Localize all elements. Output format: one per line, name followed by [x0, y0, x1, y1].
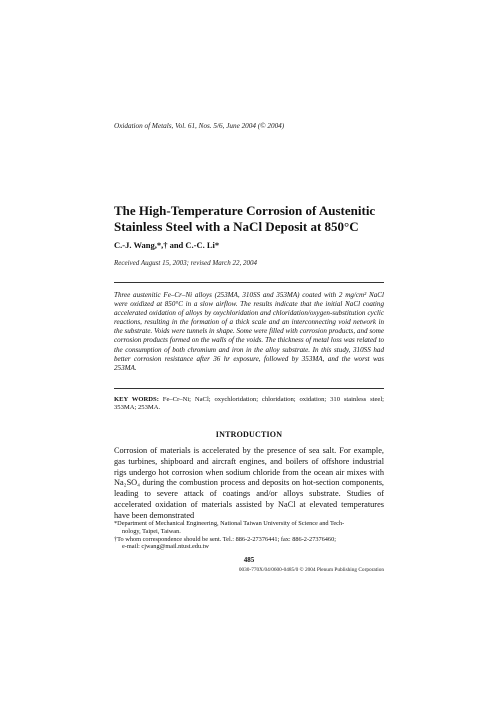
- footnote-line: nology, Taipei, Taiwan.: [122, 527, 181, 535]
- footnote-affiliation: [114, 520, 384, 536]
- received-dates: Received August 15, 2003; revised March 22, 2004: [114, 259, 258, 267]
- footnote-correspondence: [114, 536, 384, 552]
- intro-paragraph: Corrosion of materials is accelerated by the presence of sea salt. For example, gas turbines, shipboard and aircraft engines, and boilers of offshore industrial rigs undergo hot corrosion when sodium chloride from the ocean air mixes with Na₂SO₄ during the combustion process and deposits on hot-section components, leading to severe attack of coatings and/or alloys substrate. Studies of accelerated oxidation of materials assisted by NaCl at elevated temperatures have been demonstrated: [114, 446, 384, 520]
- title-line-2: Stainless Steel with a NaCl Deposit at 850°C: [114, 219, 359, 234]
- abstract-bottom-rule: [114, 388, 384, 389]
- abstract-top-rule: [114, 282, 384, 283]
- keywords-text: Fe–Cr–Ni; NaCl; oxychloridation; chloridation; oxidation; 310 stainless steel; 353MA; 253MA.: [114, 396, 384, 412]
- journal-citation: Oxidation of Metals, Vol. 61, Nos. 5/6, June 2004 (© 2004): [114, 122, 285, 130]
- keywords-label: KEY WORDS:: [114, 396, 159, 403]
- authors: C.-J. Wang,*,† and C.-C. Li*: [114, 240, 220, 250]
- paper-title: [114, 203, 414, 235]
- keywords: [114, 396, 384, 413]
- section-heading: INTRODUCTION: [215, 430, 283, 439]
- footnote-line: *Department of Mechanical Engineering, National Taiwan University of Science and Tech-: [114, 520, 345, 527]
- footnote-line: e-mail: cjwang@mail.ntust.edu.tw: [122, 543, 209, 551]
- copyright-line: 0030-770X/04/0600-0485/0 © 2004 Plenum Publishing Corporation: [238, 567, 384, 573]
- page-number: 485: [243, 556, 255, 564]
- abstract: Three austenitic Fe–Cr–Ni alloys (253MA, 310SS and 353MA) coated with 2 mg/cm² NaCl were oxidized at 850°C in a slow airflow. The results indicate that the initial NaCl coating accelerated oxidation of alloys by oxychloridation and chloridation/oxygen-substitution cyclic reactions, resulting in the formation of a thick scale and an interconnecting void network in the substrate. Voids were tunnels in shape. Some were filled with corrosion products, and some corrosion products formed on the walls of the voids. The thickness of metal loss was related to the consumption of both chromium and iron in the alloy substrate. In this study, 310SS had better corrosion resistance after 36 hr exposure, followed by 353MA, and the worst was 253MA.: [114, 291, 384, 372]
- footnote-line: †To whom correspondence should be sent. Tel.: 886-2-27376441; fax: 886-2-27376460;: [114, 535, 336, 543]
- footnotes: [114, 520, 384, 551]
- title-line-1: The High-Temperature Corrosion of Austenitic: [114, 203, 376, 218]
